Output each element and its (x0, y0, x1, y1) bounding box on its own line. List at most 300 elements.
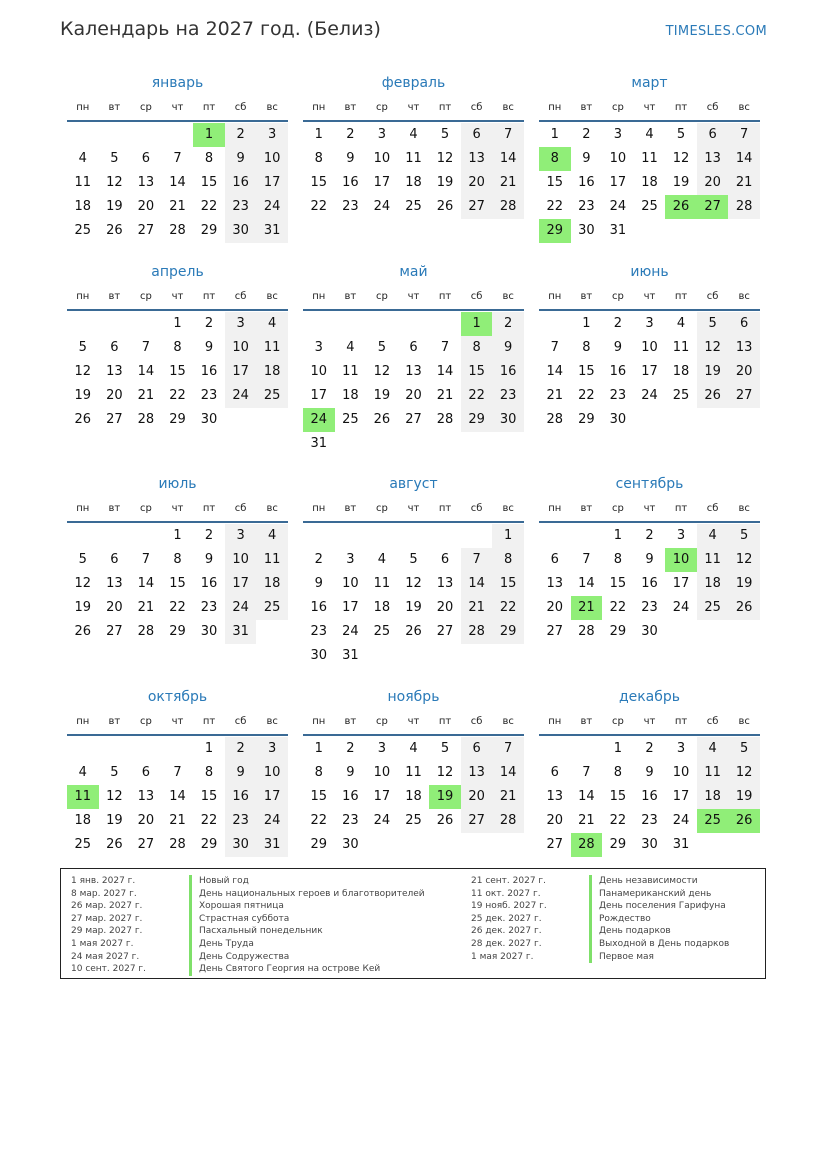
weekday-label: вс (266, 503, 278, 514)
day-cell: 3 (613, 127, 623, 142)
day-cell: 20 (137, 813, 155, 828)
month-7 (67, 471, 288, 644)
month-6 (539, 259, 760, 432)
day-cell: 20 (546, 813, 564, 828)
day-cell: 9 (645, 765, 654, 780)
day-cell: 18 (672, 364, 690, 379)
day-cell: 17 (225, 572, 257, 596)
day-cell: 20 (106, 600, 123, 615)
day-cell: 23 (200, 388, 218, 403)
day-cell: 12 (405, 576, 422, 591)
day-cell: 23 (578, 199, 595, 214)
day-cell: 26 (74, 624, 92, 639)
day-cell: 14 (492, 147, 524, 171)
empty-cell (99, 123, 131, 147)
day-cell: 30 (641, 837, 658, 852)
day-cell: 4 (676, 316, 686, 331)
holiday-row (471, 888, 729, 901)
day-cell: 13 (461, 761, 493, 785)
day-cell: 28 (546, 412, 564, 427)
day-cell: 27 (106, 412, 123, 427)
day-cell: 16 (578, 175, 595, 190)
site-brand-link[interactable]: TIMESLES.COM (665, 24, 767, 39)
weekday-label: вт (580, 102, 593, 113)
weekday-label: пт (438, 503, 452, 514)
weekday-label: вс (502, 291, 514, 302)
day-cell: 21 (169, 813, 186, 828)
weekday-label: чт (171, 503, 184, 514)
day-cell: 22 (546, 199, 564, 214)
weekday-label: вт (108, 291, 121, 302)
day-cell: 15 (461, 360, 493, 384)
day-cell: 29 (461, 408, 493, 432)
day-cell: 7 (582, 552, 591, 567)
weekday-label: ср (375, 503, 388, 514)
holiday-row (71, 900, 425, 913)
weekday-label: вт (108, 716, 121, 727)
day-cell: 25 (74, 223, 92, 238)
day-cell: 30 (641, 624, 658, 639)
day-cell: 16 (225, 785, 257, 809)
day-cell: 24 (373, 199, 391, 214)
day-cell: 11 (342, 364, 359, 379)
day-cell: 24 (641, 388, 658, 403)
holiday-date: 24 мая 2027 г. (71, 951, 140, 962)
day-cell: 21 (728, 171, 760, 195)
holiday-date: 1 мая 2027 г. (71, 938, 134, 949)
day-cell: 22 (461, 384, 493, 408)
day-cell: 10 (373, 151, 391, 166)
day-cell: 28 (137, 412, 155, 427)
day-cell: 5 (728, 524, 760, 548)
day-cell: 8 (314, 765, 323, 780)
month-name: февраль (381, 75, 446, 91)
empty-cell (539, 737, 571, 761)
day-cell: 31 (310, 436, 328, 451)
day-cell: 19 (74, 388, 92, 403)
day-cell: 7 (492, 737, 524, 761)
day-cell: 11 (405, 151, 422, 166)
day-cell: 5 (377, 340, 387, 355)
empty-cell (130, 123, 162, 147)
day-cell: 10 (609, 151, 627, 166)
day-cell: 4 (256, 312, 288, 336)
day-cell: 28 (461, 620, 493, 644)
day-cell: 16 (310, 600, 328, 615)
weekday-label: пт (202, 102, 216, 113)
day-cell: 2 (645, 741, 654, 756)
day-cell: 23 (342, 813, 359, 828)
holiday-date: 25 дек. 2027 г. (471, 913, 542, 924)
day-cell: 13 (137, 175, 155, 190)
day-cell: 12 (728, 761, 760, 785)
day-cell: 17 (373, 175, 391, 190)
day-cell: 1 (582, 316, 591, 331)
day-cell: 7 (461, 548, 493, 572)
holiday-day-cell: 29 (539, 219, 571, 243)
day-cell: 17 (342, 600, 359, 615)
month-3 (539, 70, 760, 243)
month-10 (67, 684, 288, 857)
day-cell: 3 (256, 737, 288, 761)
weekday-label: пт (202, 291, 216, 302)
day-cell: 8 (204, 765, 214, 780)
weekday-label: вт (580, 291, 593, 302)
day-grid (67, 737, 288, 857)
day-cell: 25 (405, 199, 422, 214)
day-cell: 24 (225, 384, 257, 408)
weekday-label: ср (611, 716, 624, 727)
day-cell: 2 (314, 552, 323, 567)
holiday-row (71, 913, 425, 926)
day-cell: 11 (373, 576, 391, 591)
weekday-label: чт (643, 716, 656, 727)
day-cell: 7 (550, 340, 559, 355)
day-cell: 25 (342, 412, 359, 427)
day-cell: 1 (550, 127, 559, 142)
weekday-label: сб (706, 291, 719, 302)
day-cell: 17 (672, 576, 690, 591)
day-cell: 25 (256, 596, 288, 620)
day-cell: 31 (609, 223, 627, 238)
day-cell: 6 (409, 340, 418, 355)
day-cell: 4 (377, 552, 387, 567)
day-cell: 12 (74, 364, 92, 379)
day-cell: 28 (492, 809, 524, 833)
weekday-label: вс (738, 102, 750, 113)
day-cell: 26 (106, 837, 123, 852)
day-cell: 29 (169, 624, 186, 639)
day-cell: 10 (373, 765, 391, 780)
holiday-name: Страстная суббота (189, 913, 289, 926)
day-cell: 20 (137, 199, 155, 214)
holiday-row (471, 925, 729, 938)
day-cell: 26 (405, 624, 422, 639)
day-cell: 24 (672, 813, 690, 828)
page-title: Календарь на 2027 год. (Белиз) (60, 18, 381, 40)
day-cell: 22 (200, 199, 218, 214)
day-cell: 10 (342, 576, 359, 591)
day-cell: 12 (436, 765, 454, 780)
day-cell: 16 (225, 171, 257, 195)
day-cell: 4 (78, 151, 87, 166)
holiday-date: 27 мар. 2027 г. (71, 913, 143, 924)
weekday-label: пт (202, 716, 216, 727)
day-cell: 23 (225, 195, 257, 219)
day-cell: 11 (256, 548, 288, 572)
day-cell: 24 (225, 596, 257, 620)
empty-cell (303, 312, 335, 336)
weekday-label: вс (502, 102, 514, 113)
day-grid (539, 524, 760, 644)
holiday-name: День независимости (589, 875, 698, 888)
weekday-label: чт (171, 716, 184, 727)
holiday-date: 10 сент. 2027 г. (71, 964, 147, 975)
day-cell: 7 (173, 151, 182, 166)
day-cell: 23 (492, 384, 524, 408)
holiday-day-cell: 25 (697, 809, 729, 833)
day-cell: 2 (225, 737, 257, 761)
day-cell: 10 (256, 761, 288, 785)
day-cell: 13 (461, 147, 493, 171)
day-cell: 26 (373, 412, 391, 427)
day-cell: 4 (256, 524, 288, 548)
weekday-label: пн (548, 102, 562, 113)
holiday-row (71, 925, 425, 938)
day-cell: 7 (582, 765, 591, 780)
holiday-legend (60, 868, 766, 979)
day-cell: 17 (310, 388, 328, 403)
empty-cell (67, 737, 99, 761)
holiday-row (471, 913, 729, 926)
weekday-label: чт (643, 291, 656, 302)
day-grid (303, 312, 524, 456)
holiday-day-cell: 27 (697, 195, 729, 219)
day-cell: 14 (461, 572, 493, 596)
empty-cell (67, 123, 99, 147)
day-cell: 16 (641, 789, 658, 804)
day-cell: 30 (310, 648, 328, 663)
day-cell: 3 (256, 123, 288, 147)
holiday-day-cell: 28 (571, 833, 603, 857)
day-cell: 22 (310, 813, 328, 828)
weekday-label: ср (139, 291, 152, 302)
day-cell: 11 (697, 548, 729, 572)
weekday-label: ср (139, 716, 152, 727)
weekday-label: пн (312, 102, 326, 113)
day-cell: 16 (200, 576, 218, 591)
empty-cell (366, 524, 398, 548)
month-name: июнь (630, 264, 669, 280)
weekday-label: ср (611, 102, 624, 113)
day-cell: 19 (728, 572, 760, 596)
day-cell: 14 (728, 147, 760, 171)
day-cell: 13 (546, 789, 564, 804)
weekday-label: вт (344, 291, 357, 302)
day-cell: 15 (169, 576, 186, 591)
weekday-label: вт (344, 716, 357, 727)
month-5 (303, 259, 524, 456)
holiday-day-cell: 26 (728, 809, 760, 833)
weekday-label: чт (407, 291, 420, 302)
day-cell: 14 (578, 789, 595, 804)
day-cell: 3 (225, 312, 257, 336)
day-cell: 4 (697, 524, 729, 548)
day-cell: 28 (169, 223, 186, 238)
day-cell: 19 (106, 199, 123, 214)
day-cell: 21 (436, 388, 454, 403)
day-cell: 12 (74, 576, 92, 591)
day-cell: 8 (314, 151, 323, 166)
day-cell: 18 (405, 789, 422, 804)
day-cell: 9 (645, 552, 654, 567)
day-cell: 21 (546, 388, 564, 403)
day-cell: 6 (550, 765, 559, 780)
day-cell: 1 (613, 741, 623, 756)
holiday-name: Новый год (189, 875, 249, 888)
day-cell: 22 (492, 596, 524, 620)
empty-cell (130, 737, 162, 761)
day-cell: 22 (609, 813, 627, 828)
day-cell: 18 (373, 600, 391, 615)
day-cell: 20 (405, 388, 422, 403)
day-cell: 8 (582, 340, 591, 355)
weekday-label: ср (375, 716, 388, 727)
weekday-label: пт (438, 291, 452, 302)
holiday-name: День Святого Георгия на острове Кей (189, 963, 380, 976)
day-cell: 28 (436, 412, 454, 427)
day-cell: 10 (225, 548, 257, 572)
day-cell: 29 (169, 412, 186, 427)
day-cell: 31 (256, 833, 288, 857)
day-cell: 25 (373, 624, 391, 639)
day-cell: 23 (225, 809, 257, 833)
day-cell: 17 (609, 175, 627, 190)
empty-cell (461, 524, 493, 548)
empty-cell (99, 524, 131, 548)
holiday-day-cell: 21 (571, 596, 603, 620)
day-cell: 22 (609, 600, 627, 615)
weekday-header (539, 287, 760, 311)
day-cell: 16 (342, 789, 359, 804)
day-cell: 5 (440, 741, 450, 756)
holiday-name: Панамериканский день (589, 888, 711, 901)
weekday-label: чт (407, 716, 420, 727)
weekday-label: сб (470, 503, 483, 514)
day-cell: 19 (106, 813, 123, 828)
day-cell: 27 (728, 384, 760, 408)
day-cell: 2 (582, 127, 591, 142)
day-cell: 6 (440, 552, 450, 567)
day-cell: 25 (74, 837, 92, 852)
day-cell: 30 (578, 223, 595, 238)
day-cell: 31 (672, 837, 690, 852)
day-cell: 13 (137, 789, 155, 804)
day-cell: 11 (405, 765, 422, 780)
day-cell: 12 (373, 364, 391, 379)
holiday-row (471, 951, 729, 964)
day-cell: 9 (204, 552, 214, 567)
day-grid (303, 524, 524, 668)
holiday-day-cell: 26 (665, 195, 697, 219)
weekday-label: чт (643, 102, 656, 113)
day-cell: 17 (256, 171, 288, 195)
day-cell: 6 (461, 737, 493, 761)
day-cell: 30 (225, 219, 257, 243)
day-cell: 4 (645, 127, 654, 142)
weekday-header (67, 98, 288, 122)
day-cell: 20 (461, 785, 493, 809)
day-cell: 21 (137, 600, 155, 615)
day-cell: 10 (641, 340, 658, 355)
day-cell: 25 (405, 813, 422, 828)
weekday-label: пн (76, 102, 90, 113)
day-cell: 12 (436, 151, 454, 166)
day-cell: 13 (728, 336, 760, 360)
day-cell: 29 (492, 620, 524, 644)
holiday-name: Пасхальный понедельник (189, 925, 323, 938)
weekday-label: пт (202, 503, 216, 514)
weekday-header (303, 712, 524, 736)
day-cell: 26 (697, 384, 729, 408)
day-cell: 21 (492, 171, 524, 195)
day-cell: 6 (141, 151, 151, 166)
empty-cell (162, 737, 194, 761)
day-cell: 15 (200, 175, 218, 190)
day-cell: 28 (492, 195, 524, 219)
day-cell: 29 (609, 837, 627, 852)
holiday-name: Рождество (589, 913, 651, 926)
day-cell: 2 (204, 528, 214, 543)
weekday-label: вс (266, 716, 278, 727)
day-cell: 4 (78, 765, 87, 780)
holiday-day-cell: 1 (193, 123, 225, 147)
day-cell: 11 (256, 336, 288, 360)
weekday-label: вс (738, 503, 750, 514)
day-cell: 14 (578, 576, 595, 591)
day-cell: 22 (200, 813, 218, 828)
day-cell: 7 (440, 340, 450, 355)
day-cell: 29 (200, 223, 218, 238)
day-cell: 22 (310, 199, 328, 214)
day-cell: 18 (256, 360, 288, 384)
day-cell: 27 (106, 624, 123, 639)
weekday-label: сб (706, 716, 719, 727)
weekday-label: вт (580, 716, 593, 727)
day-cell: 27 (461, 809, 493, 833)
day-cell: 2 (613, 316, 623, 331)
holiday-name: Выходной в День подарков (589, 938, 729, 951)
day-cell: 3 (377, 127, 387, 142)
holiday-day-cell: 24 (303, 408, 335, 432)
day-cell: 5 (676, 127, 686, 142)
day-grid (539, 123, 760, 243)
weekday-label: пн (548, 503, 562, 514)
month-name: декабрь (618, 689, 681, 705)
day-cell: 20 (461, 171, 493, 195)
day-cell: 9 (613, 340, 623, 355)
empty-cell (366, 312, 398, 336)
day-cell: 16 (609, 364, 627, 379)
day-cell: 19 (728, 785, 760, 809)
day-cell: 23 (641, 600, 658, 615)
weekday-label: пн (76, 716, 90, 727)
empty-cell (67, 524, 99, 548)
day-cell: 24 (672, 600, 690, 615)
empty-cell (67, 312, 99, 336)
day-cell: 7 (492, 123, 524, 147)
day-cell: 25 (697, 596, 729, 620)
holiday-row (71, 875, 425, 888)
day-cell: 29 (310, 837, 328, 852)
weekday-label: пн (312, 503, 326, 514)
weekday-label: чт (171, 102, 184, 113)
day-cell: 30 (200, 412, 218, 427)
weekday-label: сб (706, 503, 719, 514)
day-cell: 26 (74, 412, 92, 427)
weekday-header (303, 287, 524, 311)
day-cell: 14 (546, 364, 564, 379)
day-cell: 28 (578, 624, 595, 639)
day-cell: 13 (436, 576, 454, 591)
day-cell: 21 (169, 199, 186, 214)
day-cell: 7 (141, 552, 151, 567)
day-cell: 17 (256, 785, 288, 809)
day-cell: 3 (676, 528, 686, 543)
empty-cell (335, 312, 367, 336)
day-cell: 30 (609, 412, 627, 427)
weekday-label: сб (470, 102, 483, 113)
